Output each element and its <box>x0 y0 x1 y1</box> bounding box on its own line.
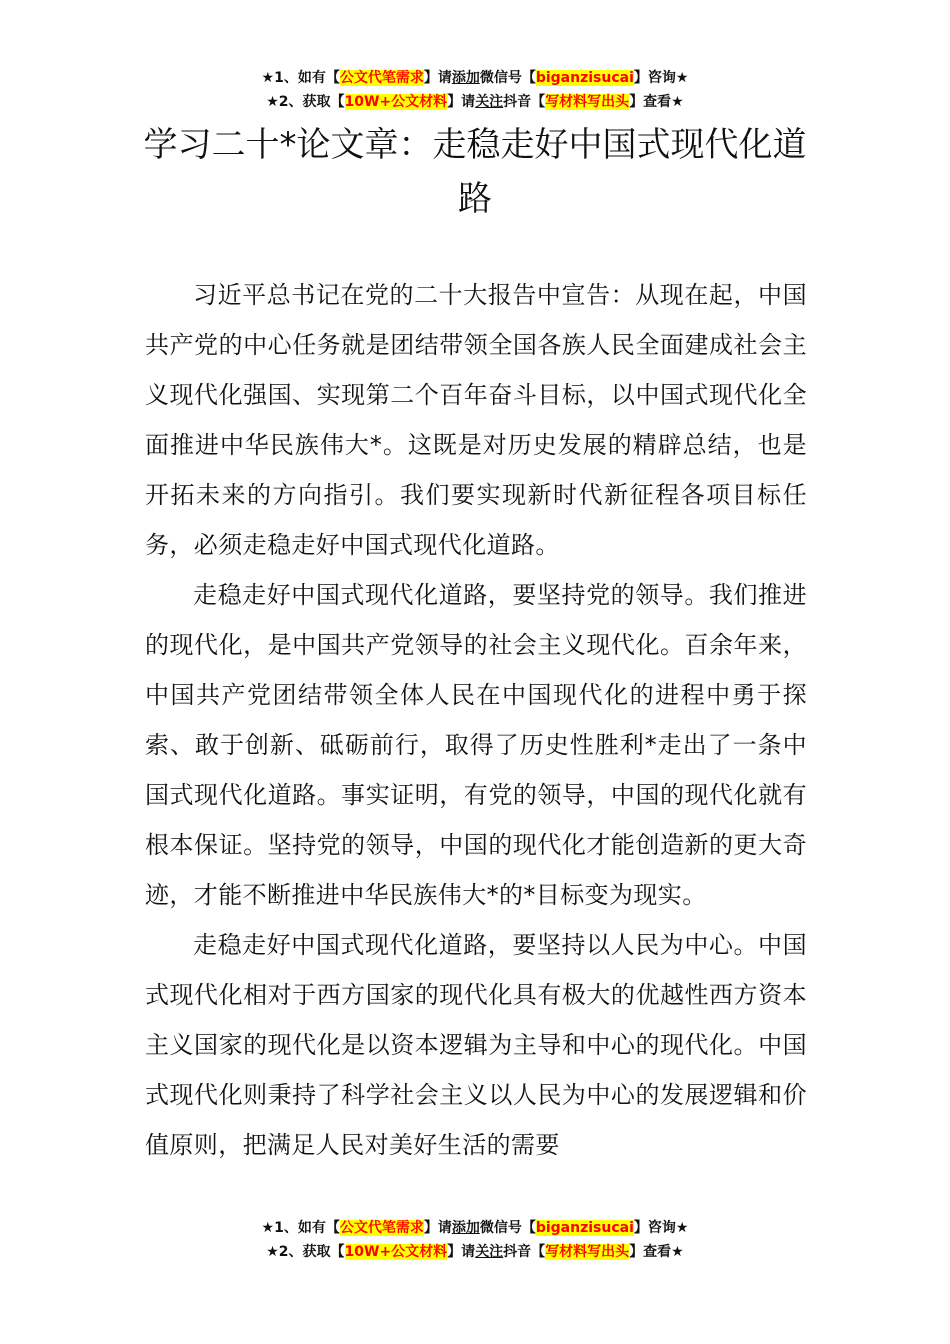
promo-underline: 添加 <box>451 1220 480 1236</box>
promo-line-2 <box>0 90 950 114</box>
promo-text: 】请 <box>447 1244 476 1260</box>
promo-header <box>0 66 950 114</box>
document-body <box>145 270 807 1170</box>
promo-text: ★2、获取【 <box>266 1244 345 1260</box>
promo-line-2 <box>0 1240 950 1264</box>
promo-highlight: 公文代笔需求 <box>339 1220 424 1236</box>
promo-text: 微信号【 <box>479 70 536 86</box>
promo-text: 抖音【 <box>503 1244 546 1260</box>
promo-highlight: biganzisucai <box>535 1220 634 1236</box>
promo-text: 】咨询★ <box>633 70 689 86</box>
promo-highlight: 公文代笔需求 <box>339 70 424 86</box>
promo-highlight: 写材料写出头 <box>545 94 630 110</box>
promo-highlight: 写材料写出头 <box>545 1244 630 1260</box>
paragraph-1: 习近平总书记在党的二十大报告中宣告：从现在起，中国共产党的中心任务就是团结带领全国各族人民全面建成社会主义现代化强国、实现第二个百年奋斗目标，以中国式现代化全面推进中华民族伟大*。这既是对历史发展的精辟总结，也是开拓未来的方向指引。我们要实现新时代新征程各项目标任务，必须走稳走好中国式现代化道路。 <box>145 281 807 559</box>
promo-text: 】查看★ <box>629 94 684 110</box>
promo-text: 】请 <box>423 1220 452 1236</box>
promo-text: ★1、如有【 <box>261 1220 340 1236</box>
promo-line-1 <box>0 1216 950 1240</box>
promo-footer <box>0 1216 950 1264</box>
promo-text: 抖音【 <box>503 94 546 110</box>
promo-text: ★1、如有【 <box>261 70 340 86</box>
promo-highlight: biganzisucai <box>535 70 634 86</box>
promo-underline: 关注 <box>475 1244 504 1260</box>
promo-text: 微信号【 <box>479 1220 536 1236</box>
document-title: 学习二十*论文章：走稳走好中国式现代化道路 <box>143 125 807 219</box>
promo-text: ★2、获取【 <box>266 94 345 110</box>
promo-underline: 添加 <box>451 70 480 86</box>
promo-line-1 <box>0 66 950 90</box>
promo-underline: 关注 <box>475 94 504 110</box>
promo-text: 】请 <box>423 70 452 86</box>
paragraph-2: 走稳走好中国式现代化道路，要坚持党的领导。我们推进的现代化，是中国共产党领导的社会主义现代化。百余年来，中国共产党团结带领全体人民在中国现代化的进程中勇于探索、敢于创新、砥砺前行，取得了历史性胜利*走出了一条中国式现代化道路。事实证明，有党的领导，中国的现代化就有根本保证。坚持党的领导，中国的现代化才能创造新的更大奇迹，才能不断推进中华民族伟大*的*目标变为现实。 <box>145 581 807 909</box>
promo-highlight: 10W+公文材料 <box>344 94 448 110</box>
paragraph-3: 走稳走好中国式现代化道路，要坚持以人民为中心。中国式现代化相对于西方国家的现代化具有极大的优越性西方资本主义国家的现代化是以资本逻辑为主导和中心的现代化。中国式现代化则秉持了科学社会主义以人民为中心的发展逻辑和价值原则，把满足人民对美好生活的需要 <box>145 931 807 1159</box>
promo-text: 】查看★ <box>629 1244 684 1260</box>
promo-text: 】请 <box>447 94 476 110</box>
promo-text: 】咨询★ <box>633 1220 689 1236</box>
promo-highlight: 10W+公文材料 <box>344 1244 448 1260</box>
